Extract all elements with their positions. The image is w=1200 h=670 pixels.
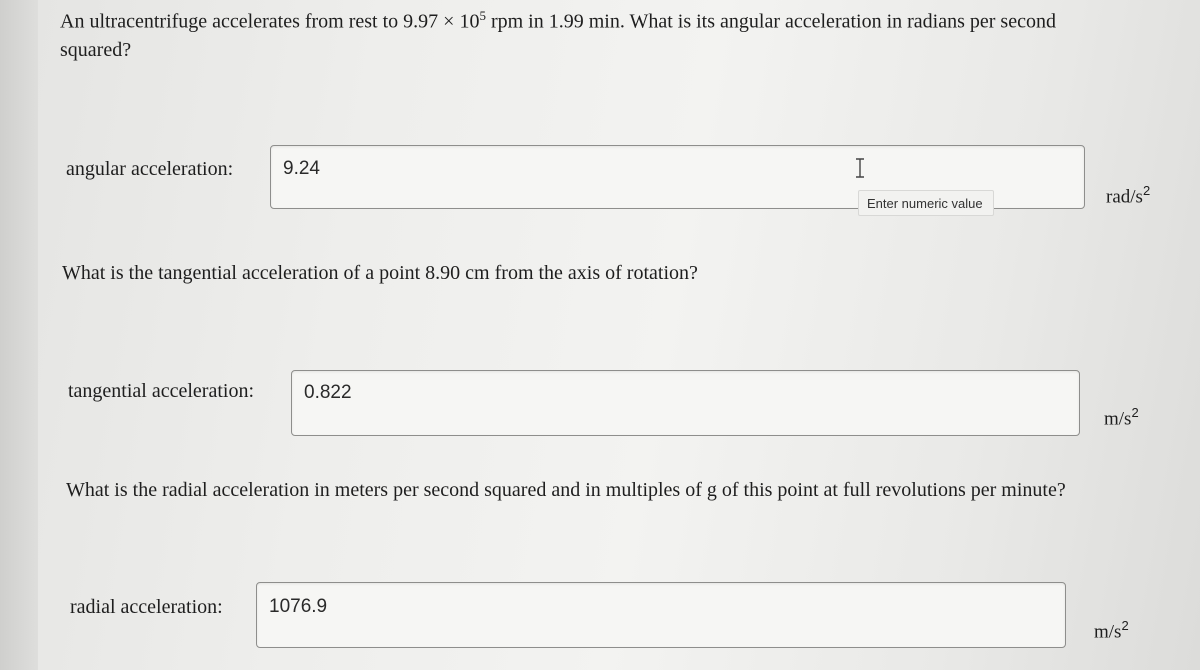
radial-acceleration-unit: $m/s^2$ (1094, 618, 1129, 643)
tangential-acceleration-value: 0.822 (304, 382, 352, 403)
tangential-acceleration-unit: $m/s^2$ (1104, 405, 1139, 430)
page-left-margin (0, 0, 38, 670)
radial-acceleration-input[interactable] (256, 582, 1066, 648)
text-cursor-icon (853, 158, 867, 178)
radial-acceleration-value: 1076.9 (269, 596, 328, 617)
numeric-value-tooltip: Enter numeric value (858, 190, 994, 216)
angular-acceleration-value: 9.24 (283, 158, 320, 179)
question-1-text: An ultracentrifuge accelerates from rest to $9.97 \times 10^5$ rpm in 1.99 min. What is its angular acceleration in radians per second squared? (60, 8, 1056, 61)
radial-acceleration-label: radial acceleration: (70, 596, 223, 618)
tangential-acceleration-input[interactable] (291, 370, 1080, 436)
tangential-acceleration-label: tangential acceleration: (68, 380, 255, 402)
angular-acceleration-unit: rad/$s^2$ (1106, 183, 1151, 208)
angular-acceleration-label: angular acceleration: (66, 158, 234, 180)
question-3-text: What is the radial acceleration in meters per second squared and in multiples of g of this point at full revolutions per minute? (66, 479, 1066, 501)
question-2-text: What is the tangential acceleration of a point 8.90 cm from the axis of rotation? (62, 262, 698, 284)
